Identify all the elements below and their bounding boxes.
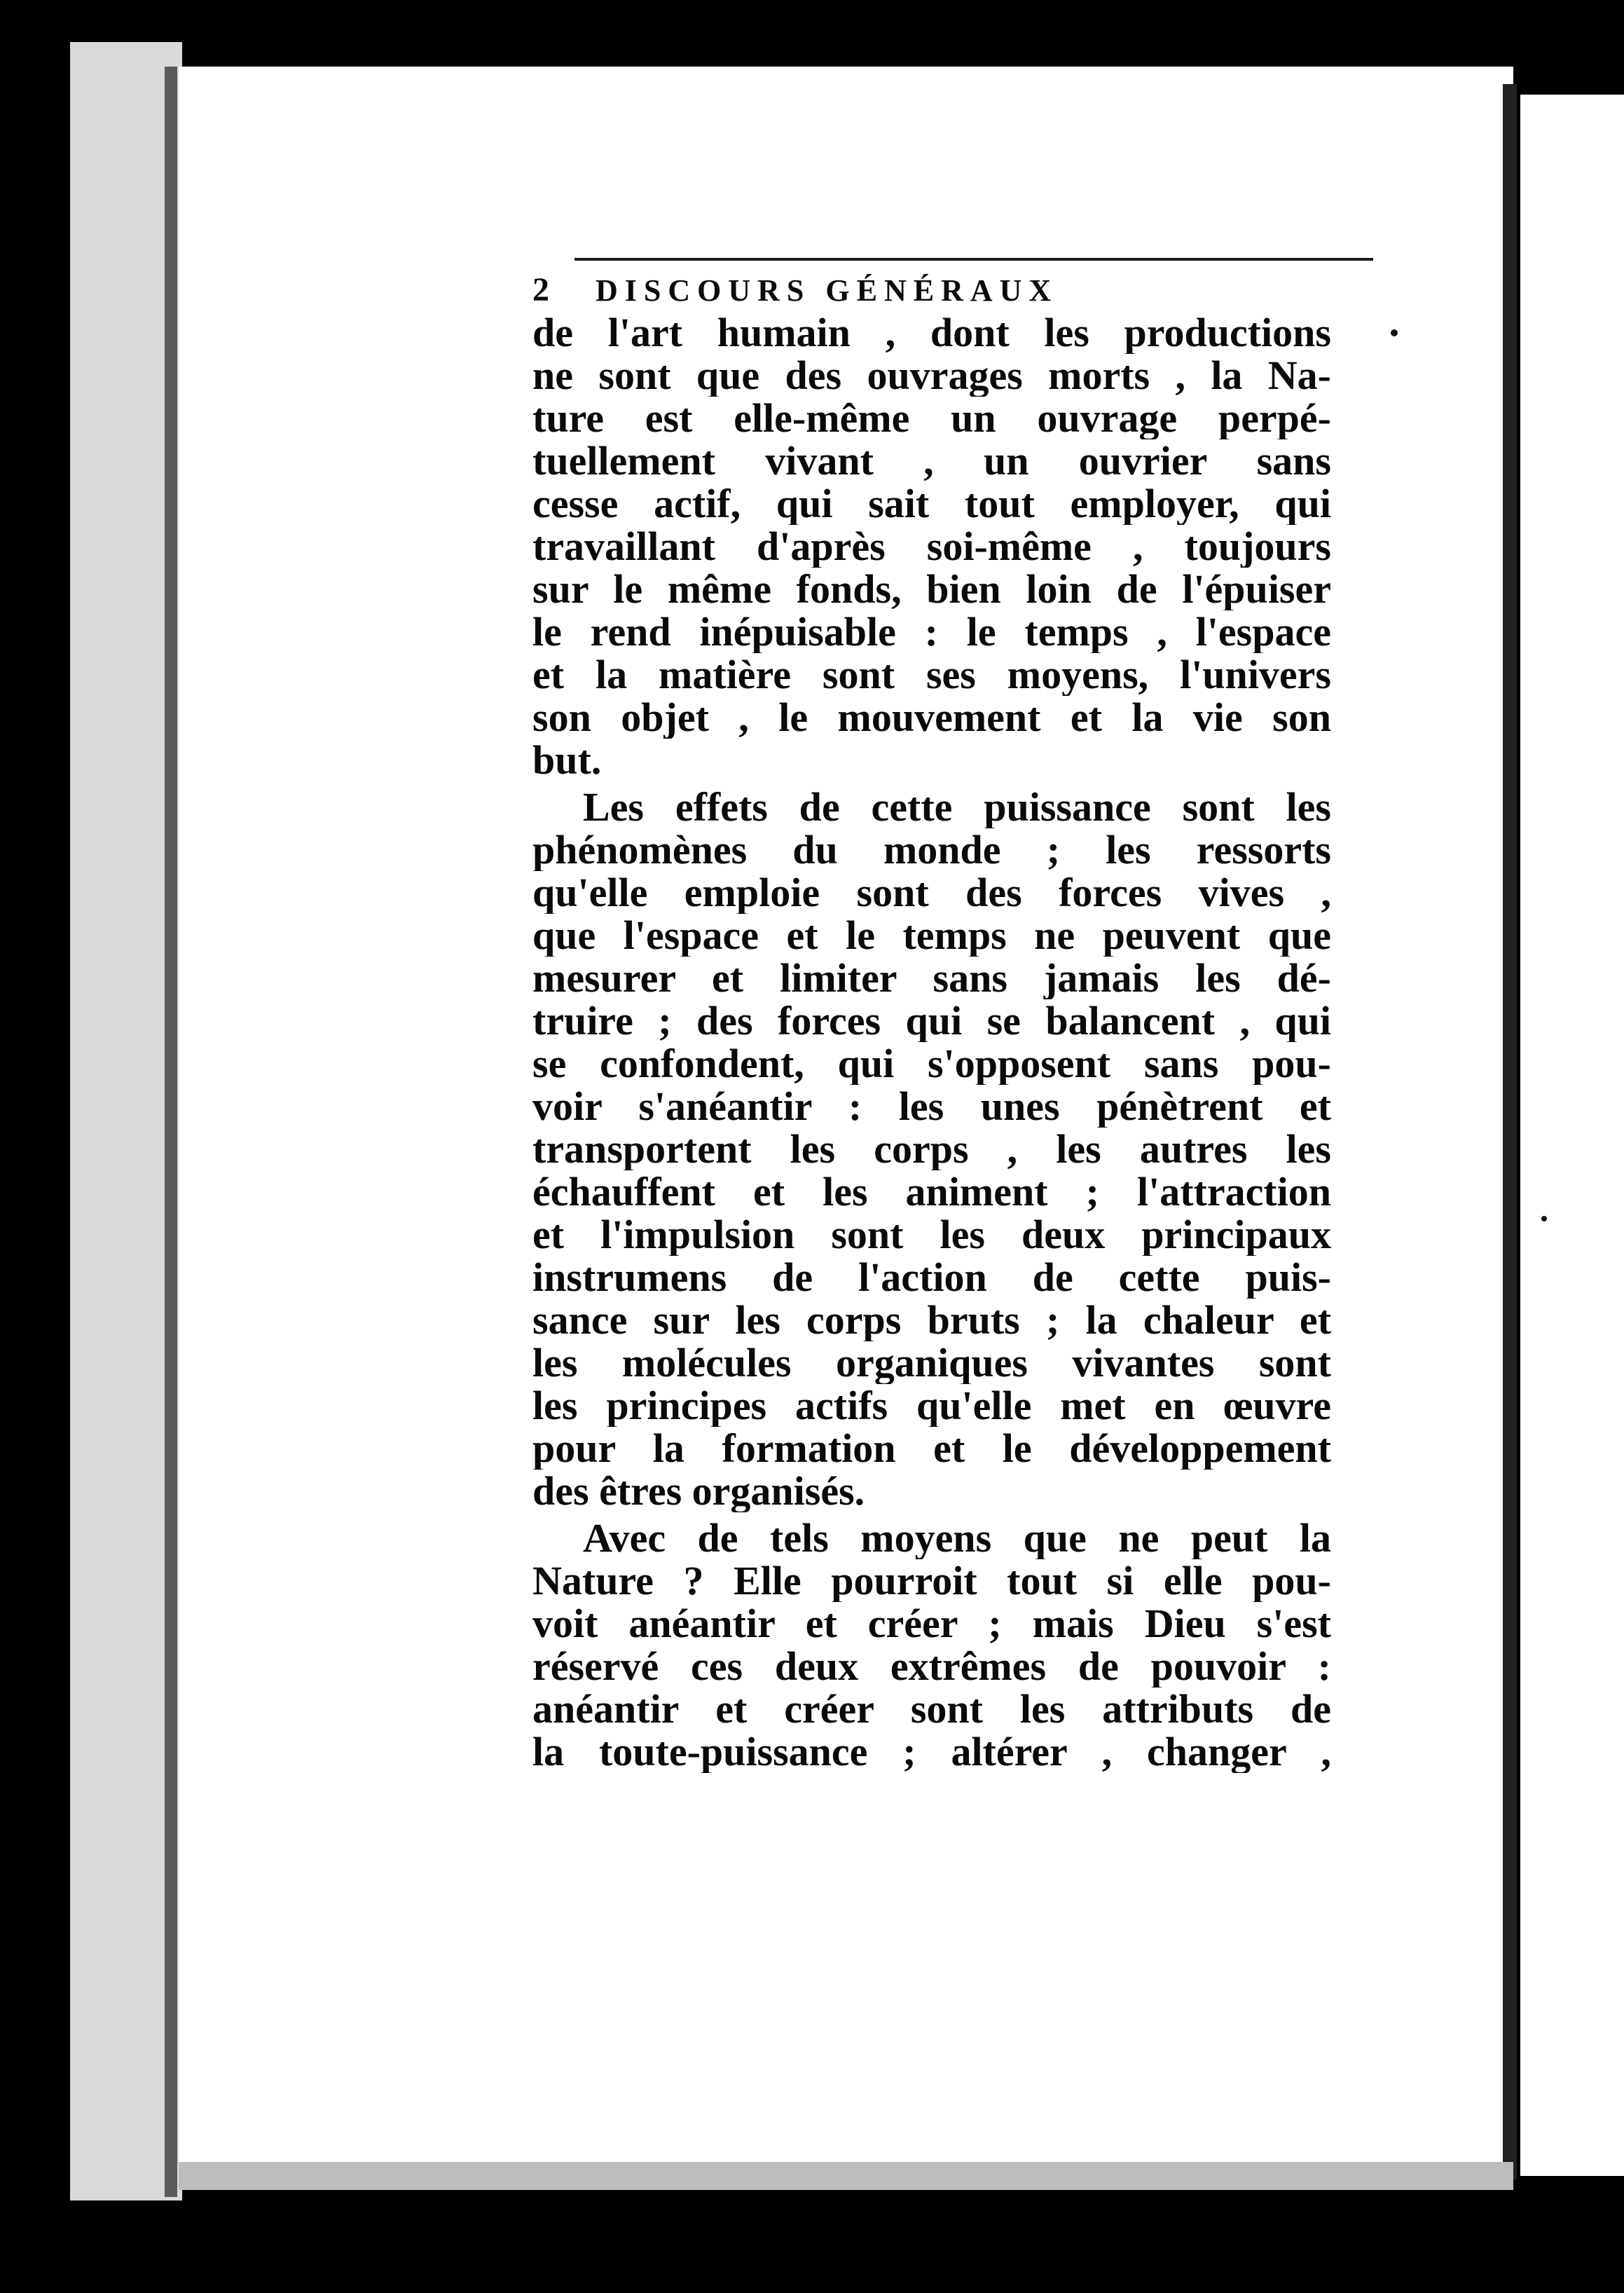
text-line: son objet , le mouvement et la vie son: [532, 696, 1331, 739]
text-line: Avec de tels moyens que ne peut la: [583, 1517, 1331, 1559]
text-line: qu'elle emploie sont des forces vives ,: [532, 871, 1331, 914]
text-line: les principes actifs qu'elle met en œuvre: [532, 1384, 1331, 1427]
text-line: des êtres organisés.: [532, 1470, 865, 1512]
running-head: [532, 271, 1331, 311]
text-line: Les effets de cette puissance sont les: [583, 786, 1331, 828]
text-line: et l'impulsion sont les deux principaux: [532, 1213, 1331, 1256]
text-line: tuellement vivant , un ouvrier sans: [532, 439, 1331, 482]
text-line: sur le même fonds, bien loin de l'épuiser: [532, 568, 1331, 610]
header-rule: [574, 258, 1373, 261]
text-line: travaillant d'après soi-même , toujours: [532, 525, 1331, 568]
text-line: phénomènes du monde ; les ressorts: [532, 828, 1331, 871]
facing-page-edge: [1520, 95, 1624, 2176]
text-line: ne sont que des ouvrages morts , la Na-: [532, 354, 1331, 397]
text-line: anéantir et créer sont les attributs de: [532, 1688, 1331, 1730]
text-line: transportent les corps , les autres les: [532, 1128, 1331, 1170]
text-line: pour la formation et le développement: [532, 1427, 1331, 1470]
text-line: voir s'anéantir : les unes pénètrent et: [532, 1085, 1331, 1128]
paragraph-1: [532, 311, 1331, 781]
paragraph-2: [532, 786, 1331, 1512]
page-edge: [1503, 84, 1517, 2179]
running-title: DISCOURS GÉNÉRAUX: [596, 273, 1059, 308]
text-line: les molécules organiques vivantes sont: [532, 1341, 1331, 1384]
page-bottom-edge: [179, 2162, 1513, 2190]
text-line: ture est elle-même un ouvrage perpé-: [532, 397, 1331, 439]
text-block: [532, 258, 1331, 1773]
ink-speck: [1541, 1216, 1547, 1221]
text-line: mesurer et limiter sans jamais les dé-: [532, 957, 1331, 999]
text-line: truire ; des forces qui se balancent , qui: [532, 999, 1331, 1042]
text-line: le rend inépuisable : le temps , l'espace: [532, 610, 1331, 653]
text-line: réservé ces deux extrêmes de pouvoir :: [532, 1645, 1331, 1688]
text-line: cesse actif, qui sait tout employer, qui: [532, 482, 1331, 525]
text-line: se confondent, qui s'opposent sans pou-: [532, 1042, 1331, 1085]
paragraph-3: [532, 1517, 1331, 1773]
text-line: de l'art humain , dont les productions: [532, 311, 1331, 354]
page-number: 2: [532, 271, 549, 308]
text-line: instrumens de l'action de cette puis-: [532, 1256, 1331, 1299]
text-line: que l'espace et le temps ne peuvent que: [532, 914, 1331, 957]
text-line: échauffent et les animent ; l'attraction: [532, 1170, 1331, 1213]
text-line: Nature ? Elle pourroit tout si elle pou-: [532, 1559, 1331, 1602]
binding-shadow: [165, 67, 177, 2197]
text-line: but.: [532, 739, 602, 781]
text-line: la toute-puissance ; altérer , changer ,: [532, 1730, 1331, 1773]
text-line: sance sur les corps bruts ; la chaleur et: [532, 1299, 1331, 1341]
text-line: voit anéantir et créer ; mais Dieu s'est: [532, 1602, 1331, 1645]
text-line: et la matière sont ses moyens, l'univers: [532, 653, 1331, 696]
ink-speck: [1391, 329, 1398, 336]
